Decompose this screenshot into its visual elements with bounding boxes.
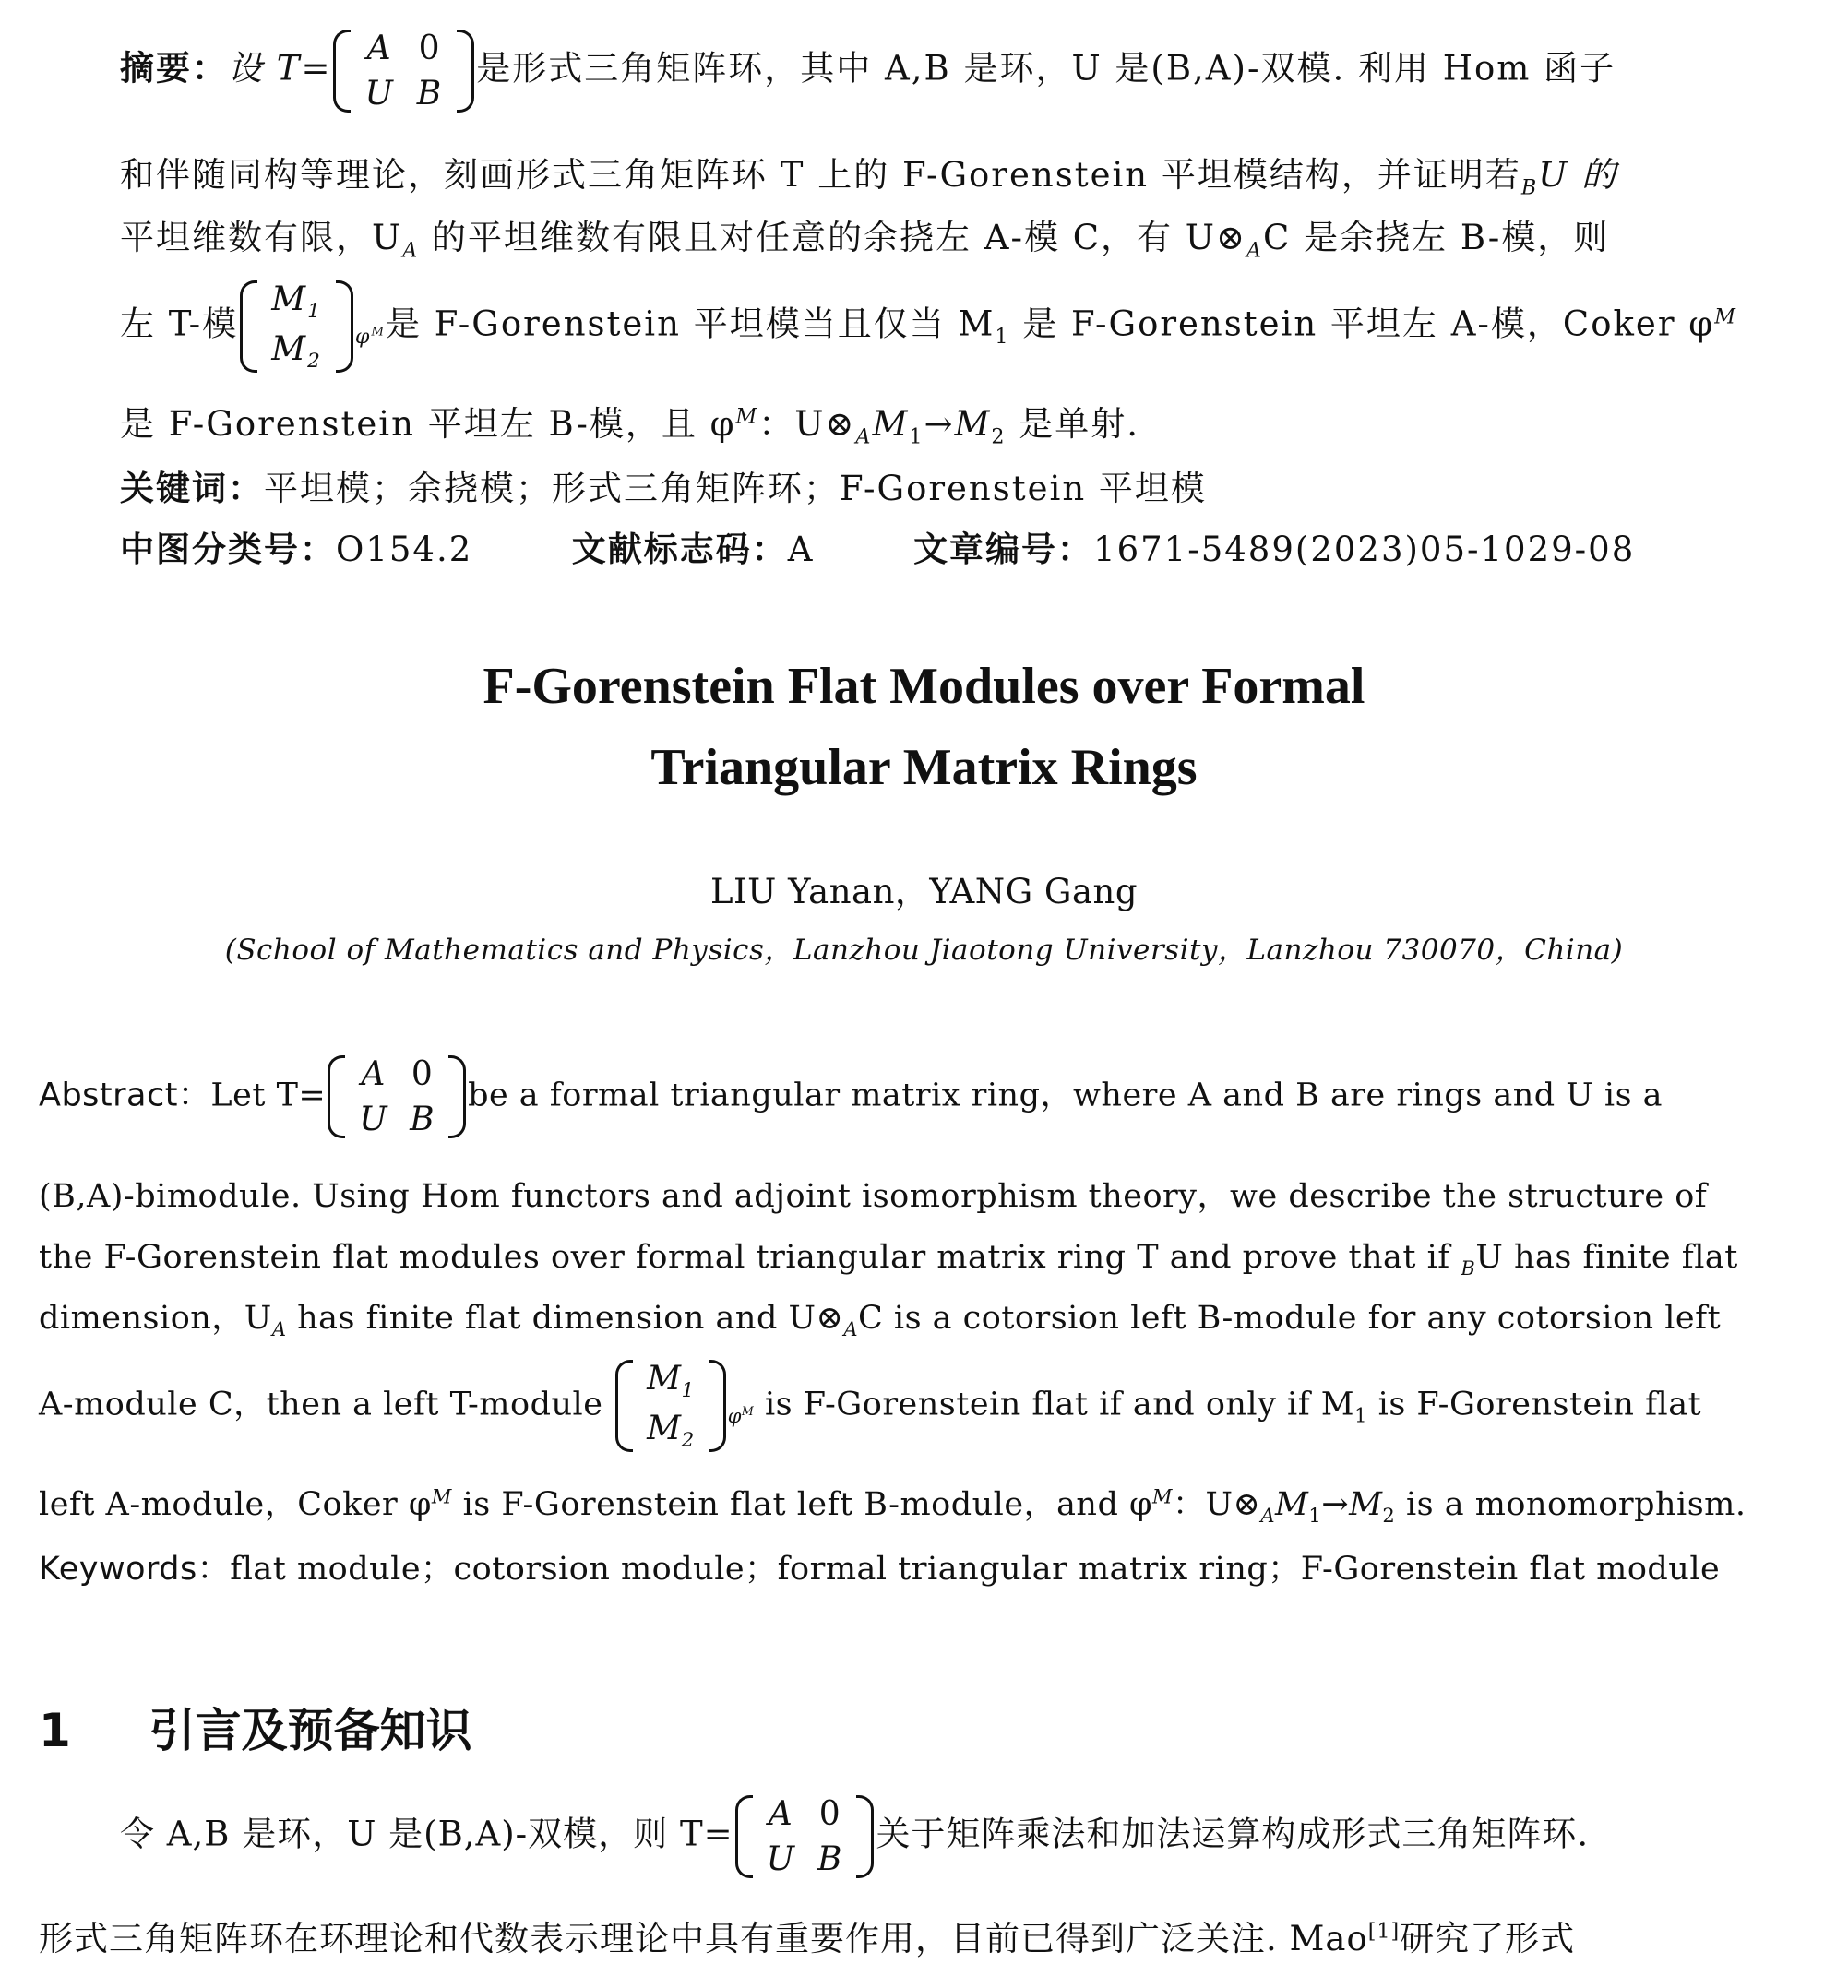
superscript: M	[735, 404, 759, 429]
en-abstract-text: is F-Gorenstein flat	[1377, 1386, 1702, 1423]
citation-ref: [1]	[1367, 1919, 1401, 1944]
en-abstract-text: has finite flat dimension and U⊗	[297, 1300, 844, 1337]
superscript: M	[1714, 304, 1737, 329]
en-abstract-line-3	[39, 1238, 1738, 1280]
subscript: A	[855, 424, 873, 449]
en-abstract-line-4	[39, 1299, 1721, 1341]
en-abstract-text: (B,A)-bimodule. Using Hom functors and adjoint isomorphism theory，we describe the structure of	[39, 1178, 1708, 1215]
paper-title-line-1: F-Gorenstein Flat Modules over Formal	[483, 658, 1365, 715]
cn-abstract-text: C 是余挠左 B-模，则	[1263, 218, 1610, 257]
module-matrix: $M_1$ $M_2$	[238, 277, 355, 376]
en-abstract-text: is F-Gorenstein flat left B-module，and φ	[462, 1486, 1153, 1523]
en-abstract-label: Abstract：	[39, 1077, 211, 1114]
en-abstract-text: →M	[1321, 1486, 1383, 1523]
en-abstract-text: the F-Gorenstein flat modules over formal triangular matrix ring T and prove that if	[39, 1239, 1450, 1276]
superscript: M	[431, 1485, 452, 1508]
subscript: B	[1461, 1257, 1476, 1280]
en-abstract-text: ：U⊗	[1173, 1486, 1261, 1523]
matrix-t-body: A 0 U B	[733, 1792, 876, 1882]
en-keywords	[39, 1550, 1720, 1589]
subscript: B	[1520, 175, 1539, 200]
clc-value: O154.2	[336, 530, 473, 569]
section-title: 引言及预备知识	[149, 1704, 472, 1757]
authors: LIU Yanan，YANG Gang	[709, 872, 1139, 911]
cn-abstract-text: 和伴随同构等理论，刻画形式三角矩阵环 T 上的 F-Gorenstein 平坦模结构，并证明若	[120, 155, 1521, 195]
cn-abstract-line-2	[120, 155, 1617, 200]
cn-abstract-text: 左 T-模	[120, 304, 239, 344]
cn-abstract-line-5	[120, 404, 1139, 449]
cn-abstract-line-3	[120, 218, 1609, 263]
cn-keywords-text: 平坦模；余挠模；形式三角矩阵环；F-Gorenstein 平坦模	[264, 469, 1207, 508]
body-text: 形式三角矩阵环在环理论和代数表示理论中具有重要作用，目前已得到广泛关注. Mao	[39, 1919, 1368, 1958]
clc-label: 中图分类号：	[120, 530, 336, 569]
cn-abstract-text: 是 F-Gorenstein 平坦左 B-模，且 φ	[120, 404, 736, 444]
subscript: A	[1246, 238, 1264, 263]
subscript: A	[1260, 1505, 1276, 1527]
en-keywords-label: Keywords：	[39, 1551, 231, 1588]
en-keywords-text: flat module；cotorsion module；formal triangular matrix ring；F-Gorenstein flat module	[230, 1551, 1721, 1588]
section-number: 1	[39, 1704, 71, 1757]
en-abstract-text: M	[1275, 1486, 1309, 1523]
cn-abstract-text: 是单射.	[1019, 404, 1140, 444]
subscript: 2	[991, 424, 1007, 449]
en-abstract-text: Let T=	[210, 1077, 327, 1114]
cn-abstract-text: M	[872, 404, 910, 444]
en-abstract-text: U has finite flat	[1475, 1239, 1738, 1276]
en-abstract-text: is a monomorphism.	[1405, 1486, 1747, 1523]
body-text: 关于矩阵乘法和加法运算构成形式三角矩阵环.	[876, 1814, 1590, 1854]
subscript: 2	[1382, 1505, 1396, 1527]
en-abstract-text: A-module C，then a left T-module	[39, 1386, 603, 1423]
subscript: 1	[995, 325, 1010, 350]
cn-keywords	[120, 469, 1207, 509]
section-heading	[39, 1694, 472, 1760]
cn-abstract-line-1	[120, 26, 1616, 116]
en-abstract-text: dimension，U	[39, 1300, 272, 1337]
body-paragraph-line-1	[120, 1792, 1589, 1882]
cn-abstract-label: 摘要：	[120, 48, 228, 89]
article-number-label: 文章编号：	[913, 530, 1094, 569]
body-text: 研究了形式	[1400, 1919, 1576, 1958]
matrix-t-en: A 0 U B	[326, 1052, 468, 1142]
cn-abstract-text: 平坦维数有限，U	[120, 218, 403, 257]
cn-abstract-text: 的平坦维数有限且对任意的余挠左 A-模 C，有 U⊗	[431, 218, 1246, 257]
module-matrix-en: $M_1$ $M_2$	[614, 1356, 728, 1456]
body-paragraph-line-2	[39, 1919, 1575, 1959]
affiliation: (School of Mathematics and Physics，Lanzhou Jiaotong University，Lanzhou 730070，China)	[224, 934, 1624, 967]
en-abstract-line-5: A-module C，then a left T-module $M_1$ $M_2$ $_{\varphi^M}$ is F-Gorenstein flat if and only if $M_1$ is F-Gorenstein flat	[39, 1356, 1701, 1456]
subscript: 1	[1354, 1404, 1368, 1427]
cn-abstract-text: →M	[924, 404, 992, 444]
subscript: 1	[1308, 1505, 1322, 1527]
subscript: A	[402, 238, 420, 263]
paper-title-line-2: Triangular Matrix Rings	[650, 739, 1198, 796]
cn-abstract-text: U 的	[1538, 155, 1618, 195]
article-number-value: 1671-5489(2023)05-1029-08	[1093, 530, 1636, 569]
en-abstract-text: be a formal triangular matrix ring，where A and B are rings and U is a	[468, 1077, 1663, 1114]
cn-abstract-text: 是 F-Gorenstein 平坦模当且仅当 M	[386, 304, 996, 344]
en-abstract-line-1	[39, 1052, 1663, 1142]
doc-code-label: 文献标志码：	[571, 530, 788, 569]
cn-abstract-text: ：U⊗	[758, 404, 856, 444]
cn-abstract-text: 是 F-Gorenstein 平坦左 A-模，Coker φ	[1022, 304, 1715, 344]
superscript: M	[1152, 1485, 1174, 1508]
body-text: 令 A,B 是环，U 是(B,A)-双模，则 T=	[120, 1814, 733, 1854]
doc-code-value: A	[787, 530, 815, 569]
cn-abstract-line-4: 左 T-模 $M_1$ $M_2$ $_{\varphi^M}$是 F-Gorenstein 平坦模当且仅当 $M_1$ 是 F-Gorenstein 平坦左 A-模，Coker $\varphi^M$	[120, 277, 1737, 376]
en-abstract-text: is F-Gorenstein flat if and only if M	[764, 1386, 1355, 1423]
en-abstract-line-2	[39, 1177, 1707, 1216]
cn-abstract-text: 设 T=	[228, 48, 332, 89]
classification-line	[120, 530, 1635, 570]
subscript: A	[271, 1318, 287, 1340]
en-abstract-text: left A-module，Coker φ	[39, 1486, 432, 1523]
en-abstract-text: C is a cotorsion left B-module for any cotorsion left	[857, 1300, 1722, 1337]
matrix-t: A 0 U B	[331, 26, 476, 116]
cn-keywords-label: 关键词：	[120, 469, 264, 508]
cn-abstract-text: 是形式三角矩阵环，其中 A,B 是环，U 是(B,A)-双模. 利用 Hom 函子	[476, 48, 1616, 89]
en-abstract-line-6	[39, 1485, 1747, 1528]
subscript: 1	[909, 424, 924, 449]
subscript: A	[843, 1318, 858, 1340]
